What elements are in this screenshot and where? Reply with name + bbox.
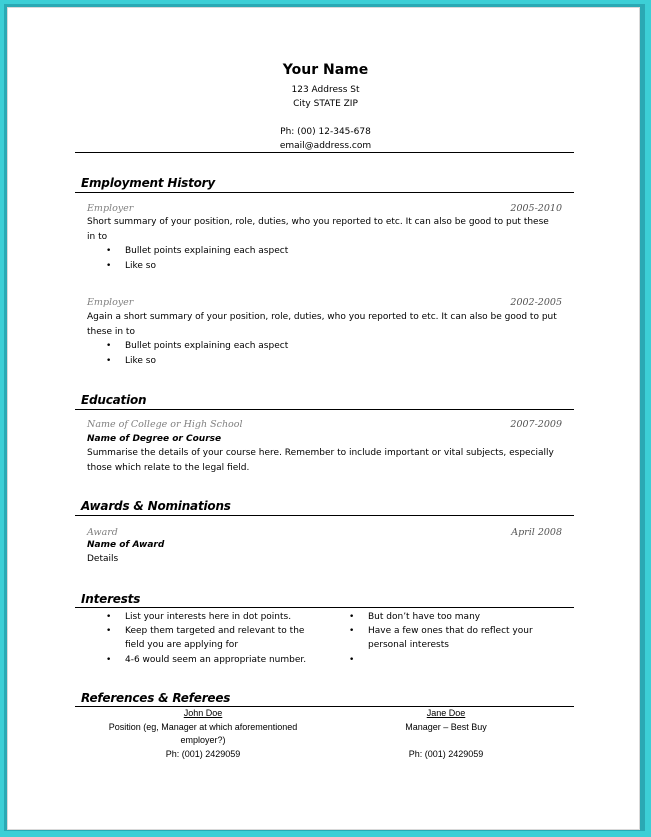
bullet-icon: • [349, 626, 355, 636]
referee-1-phone: Ph: (001) 2429059 [165, 748, 241, 759]
job-1-employer: Employer [87, 203, 134, 214]
referee-2-phone: Ph: (001) 2429059 [408, 748, 484, 759]
education-dates: 2007-2009 [510, 419, 562, 430]
education-heading: Education [81, 393, 147, 407]
award-details: Details [87, 554, 119, 564]
award-date: April 2008 [511, 527, 562, 538]
bullet-icon: • [106, 356, 112, 366]
references-heading: References & Referees [81, 691, 231, 705]
bullet-icon: • [349, 655, 355, 665]
candidate-name: Your Name [282, 62, 369, 78]
job-2-employer: Employer [87, 297, 134, 308]
interests-heading: Interests [81, 592, 141, 606]
bullet-icon: • [106, 612, 112, 622]
bullet-icon: • [106, 261, 112, 271]
address-line-2: City STATE ZIP [293, 99, 358, 109]
phone-line: Ph: (00) 12-345-678 [280, 127, 371, 137]
education-school: Name of College or High School [87, 419, 243, 430]
referee-2 [356, 707, 536, 761]
bullet-icon: • [349, 612, 355, 622]
award-name: Name of Award [87, 540, 165, 550]
referee-1-position: Position (eg, Manager at which aforementioned employer?) [108, 721, 298, 745]
referee-2-position: Manager – Best Buy [405, 721, 487, 732]
job-1-dates: 2005-2010 [510, 203, 562, 214]
awards-divider [75, 515, 574, 516]
bullet-icon: • [106, 341, 112, 351]
employment-heading: Employment History [81, 176, 215, 190]
education-details: Summarise the details of your course here. Remember to include important or vital subjects, especially those which relate to the legal field. [87, 448, 554, 473]
education-divider [75, 409, 574, 410]
job-1-summary: Short summary of your position, role, duties, who you reported to etc. It can also be good to put these in to [87, 217, 549, 242]
bullet-icon: • [106, 626, 112, 636]
referee-2-name: Jane Doe [426, 708, 466, 718]
address-line-1: 123 Address St [291, 85, 360, 95]
interests-divider [75, 607, 574, 608]
referee-1-name: John Doe [183, 708, 223, 718]
job-2-summary: Again a short summary of your position, role, duties, who you reported to etc. It can also be good to put these in to [87, 312, 557, 337]
bullet-icon: • [106, 655, 112, 665]
education-degree: Name of Degree or Course [87, 434, 222, 444]
header-divider [75, 152, 574, 153]
award-label: Award [87, 527, 118, 538]
awards-heading: Awards & Nominations [81, 499, 231, 513]
referee-1 [98, 707, 308, 761]
employment-divider [75, 192, 574, 193]
email-line: email@address.com [279, 141, 372, 151]
job-2-dates: 2002-2005 [510, 297, 562, 308]
bullet-icon: • [106, 246, 112, 256]
